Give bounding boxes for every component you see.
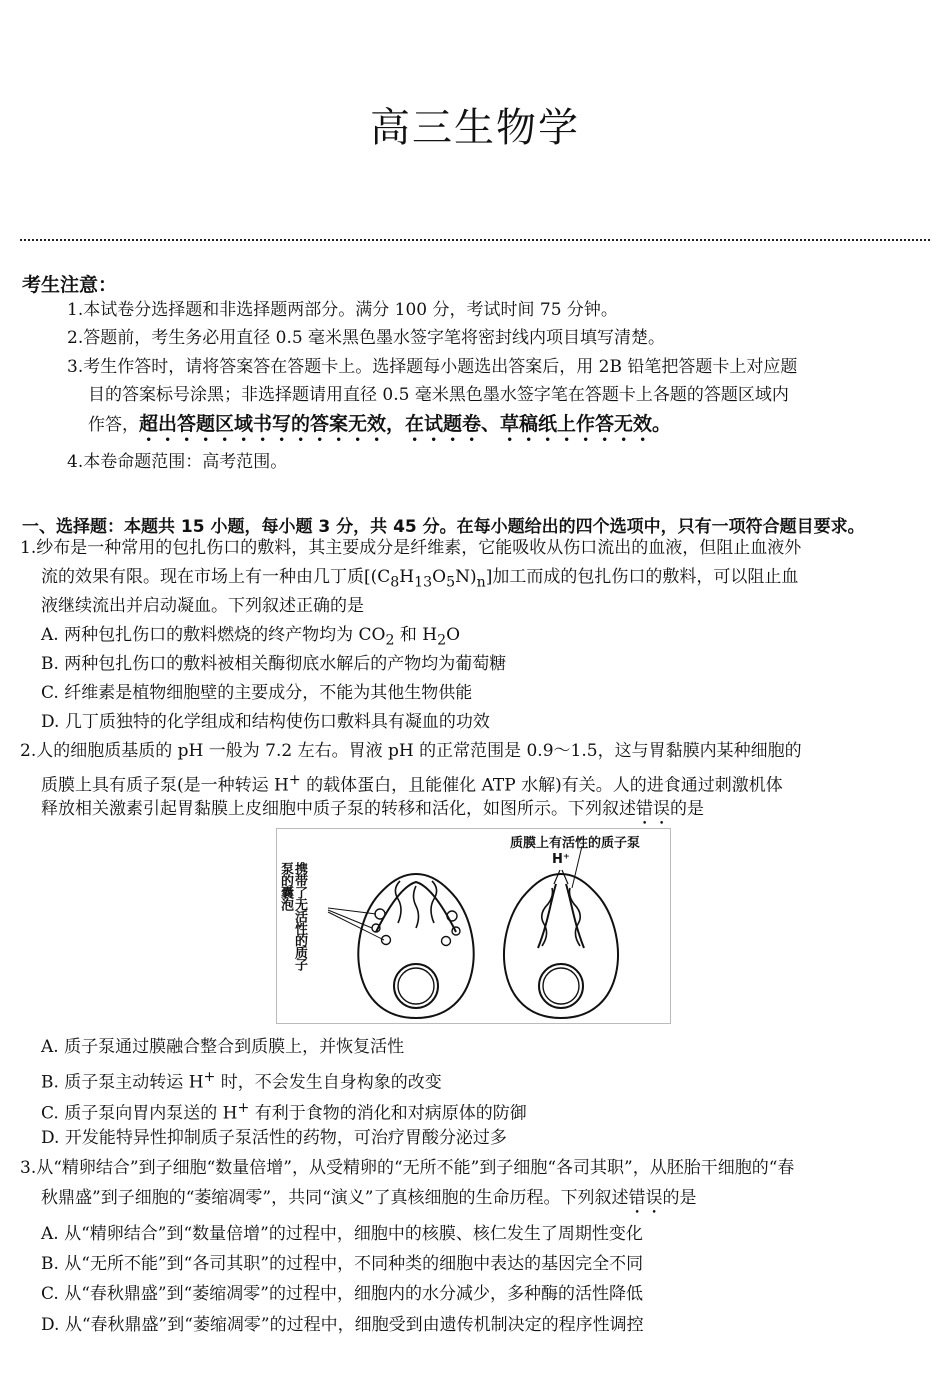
q1-option-a-end: O xyxy=(446,625,461,645)
q3-line-2 xyxy=(41,1187,696,1218)
q1-option-a-text: A. 两种包扎伤口的敷料燃烧的终产物均为 CO xyxy=(41,625,386,645)
q2-text: 质膜上具有质子泵(是一种转运 H xyxy=(41,775,289,796)
header-divider xyxy=(20,239,930,241)
q1-text-h: H xyxy=(399,567,415,587)
q2-sup-plus: + xyxy=(288,772,301,788)
q1-text-end: ]加工而成的包扎伤口的敷料，可以阻止血 xyxy=(485,567,799,587)
left-nucleus-outer xyxy=(394,964,438,1008)
h-ion-label: H⁺ xyxy=(552,852,570,867)
q2-option-b xyxy=(41,1066,442,1094)
q2-option-c-plus: + xyxy=(237,1100,250,1116)
q2-line-3 xyxy=(41,798,704,829)
q2-option-c-text: C. 质子泵向胃内泵送的 H xyxy=(41,1103,238,1124)
left-cell-outline xyxy=(358,874,473,1018)
q1-text-o: O xyxy=(432,567,447,587)
page-title: 高三生物学 xyxy=(370,105,580,151)
q2-option-b-end: 时，不会发生自身构象的改变 xyxy=(215,1072,442,1093)
notice-heading: 考生注意： xyxy=(22,274,118,296)
q2-option-d: D. 开发能特异性抑制质子泵活性的药物，可治疗胃酸分泌过多 xyxy=(41,1128,507,1148)
notice-emphasis: 超出答题区域书写的答案无效，在试题卷、草稿纸上作答无效。 xyxy=(139,413,672,435)
q3-option-b: B. 从“无所不能”到“各司其职”的过程中，不同种类的细胞中表达的基因完全不同 xyxy=(41,1254,644,1274)
active-pump-label: 质膜上有活性的质子泵 xyxy=(510,836,641,851)
q1-text: 流的效果有限。现在市场上有一种由几丁质[(C xyxy=(41,567,391,587)
right-cell-outline xyxy=(504,874,618,1018)
q3-text: 秋鼎盛”到子细胞的“萎缩凋零”，共同“演义”了真核细胞的生命历程。下列叙述 xyxy=(41,1188,629,1208)
q3-line-1: 3.从“精卵结合”到子细胞“数量倍增”，从受精卵的“无所不能”到子细胞“各司其职”，从胚胎干细胞的“春 xyxy=(20,1158,795,1178)
section-heading: 一、选择题：本题共 15 小题，每小题 3 分，共 45 分。在每小题给出的四个选项中，只有一项符合题目要求。 xyxy=(22,517,865,537)
q1-sub-co2: 2 xyxy=(385,632,395,649)
q1-sub-n: n xyxy=(476,574,486,591)
q1-text-n: N) xyxy=(455,567,477,587)
q1-option-a-mid: 和 H xyxy=(394,625,438,645)
q2-option-c xyxy=(41,1097,527,1125)
notice-answer-prefix: 作答， xyxy=(88,415,139,435)
ion-arrow-right xyxy=(562,870,568,884)
q2-text: 释放相关激素引起胃黏膜上皮细胞中质子泵的转移和活化，如图所示。下列叙述 xyxy=(41,799,636,819)
q2-option-c-end: 有利于食物的消化和对病原体的防御 xyxy=(249,1103,527,1124)
ion-arrow-left xyxy=(554,870,560,884)
q3-option-c: C. 从“春秋鼎盛”到“萎缩凋零”的过程中，细胞内的水分减少，多种酶的活性降低 xyxy=(41,1284,643,1304)
right-nucleus-inner xyxy=(543,968,579,1004)
pointer-line-right xyxy=(572,846,582,888)
q1-option-a xyxy=(41,624,460,651)
q2-emph-wrong: 错误 xyxy=(636,799,670,819)
notice-item-3: 3.考生作答时，请将答案答在答题卡上。选择题每小题选出答案后，用 2B 铅笔把答题卡上对应题 xyxy=(67,357,798,377)
q1-sub-o: 5 xyxy=(446,574,456,591)
q1-option-c: C. 纤维素是植物细胞壁的主要成分，不能为其他生物供能 xyxy=(41,683,473,703)
notice-item-3-end xyxy=(88,413,671,446)
figure-frame xyxy=(277,829,671,1024)
q1-sub-c: 8 xyxy=(390,574,400,591)
q2-option-b-plus: + xyxy=(203,1069,216,1085)
left-vesicle-1 xyxy=(375,909,385,919)
q1-option-b: B. 两种包扎伤口的敷料被相关酶彻底水解后的产物均为葡萄糖 xyxy=(41,654,507,674)
q2-text-end: 的载体蛋白，且能催化 ATP 水解)有关。人的进食通过刺激机体 xyxy=(300,775,783,796)
proton-pump-figure xyxy=(276,828,671,1024)
notice-item-2: 2.答题前，考生务必用直径 0.5 毫米黑色墨水签字笔将密封线内项目填写清楚。 xyxy=(67,328,666,348)
q3-option-a: A. 从“精卵结合”到“数量倍增”的过程中，细胞中的核膜、核仁发生了周期性变化 xyxy=(41,1224,643,1244)
vesicle-label: 携带了无活性的质子泵的囊泡 xyxy=(278,862,307,970)
left-vesicle-6 xyxy=(442,937,451,946)
q3-emph-wrong: 错误 xyxy=(628,1188,663,1208)
right-nucleus-outer xyxy=(539,964,583,1008)
q3-text-end: 的是 xyxy=(662,1188,697,1208)
notice-item-4: 4.本卷命题范围：高考范围。 xyxy=(67,452,288,472)
q2-line-1: 2.人的细胞质基质的 pH 一般为 7.2 左右。胃液 pH 的正常范围是 0.9～1.5，这与胃黏膜内某种细胞的 xyxy=(20,741,802,761)
q1-sub-h: 13 xyxy=(414,574,433,591)
q1-line-1: 1.纱布是一种常用的包扎伤口的敷料，其主要成分是纤维素，它能吸收从伤口流出的血液，但阻止血液外 xyxy=(20,538,802,558)
q2-option-a: A. 质子泵通过膜融合整合到质膜上，并恢复活性 xyxy=(41,1037,405,1057)
q1-line-2 xyxy=(41,566,798,593)
figure-svg xyxy=(276,828,671,1024)
left-cell-membrane-folds xyxy=(395,881,436,928)
notice-item-1: 1.本试卷分选择题和非选择题两部分。满分 100 分，考试时间 75 分钟。 xyxy=(67,300,618,320)
q2-text-end: 的是 xyxy=(670,799,704,819)
q3-option-d: D. 从“春秋鼎盛”到“萎缩凋零”的过程中，细胞受到由遗传机制决定的程序性调控 xyxy=(41,1315,644,1335)
q2-option-b-text: B. 质子泵主动转运 H xyxy=(41,1072,204,1093)
left-vesicle-3 xyxy=(382,936,391,945)
left-nucleus-inner xyxy=(398,968,434,1004)
q1-line-3: 液继续流出并启动凝血。下列叙述正确的是 xyxy=(41,596,364,616)
notice-item-3-cont: 目的答案标号涂黑；非选择题请用直径 0.5 毫米黑色墨水签字笔在答题卡上各题的答题区域内 xyxy=(88,385,789,405)
q1-option-d: D. 几丁质独特的化学组成和结构使伤口敷料具有凝血的功效 xyxy=(41,712,490,732)
q1-sub-h2o: 2 xyxy=(437,632,447,649)
q2-line-2 xyxy=(41,769,783,797)
